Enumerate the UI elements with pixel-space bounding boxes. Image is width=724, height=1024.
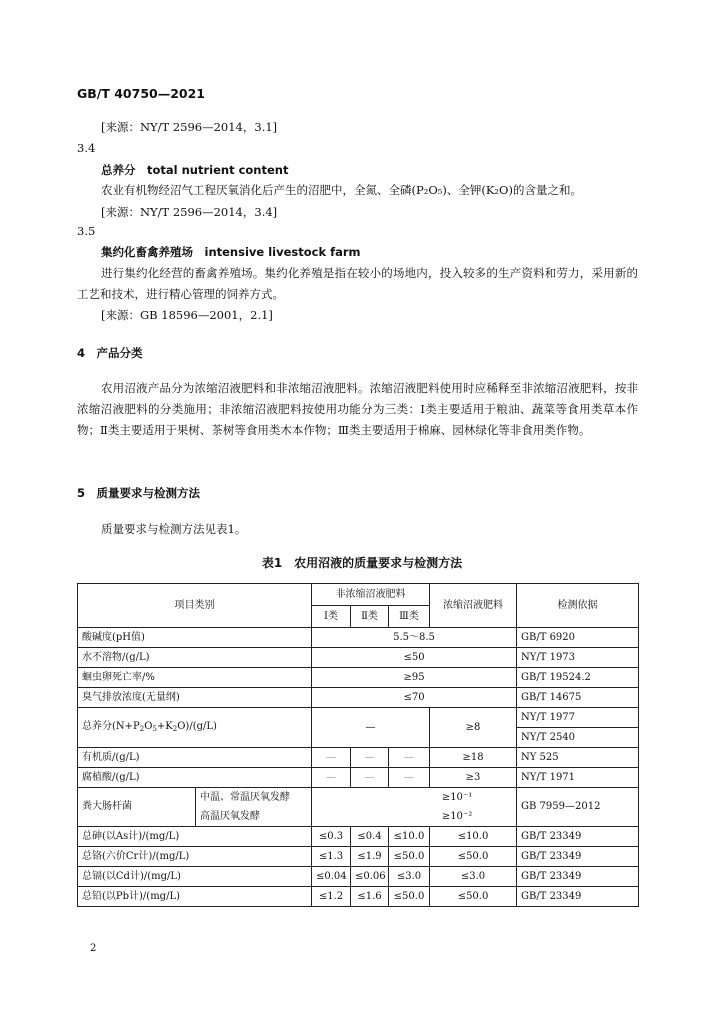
table-row [78,748,639,768]
table-row [78,788,639,808]
cell-value: ≥10⁻² [312,807,517,827]
source-note: [来源：NY/T 2596—2014，3.1] [101,120,278,134]
row-label: 水不溶物/(g/L) [78,648,312,668]
cell-value: — [351,768,389,788]
section-heading: 5 质量要求与检测方法 [77,486,201,500]
cell-value: ≥10⁻¹ [312,788,517,808]
cell-value: — [312,748,351,768]
table-row [78,867,639,887]
row-label: 酸碱度(pH值) [78,628,312,648]
header-class-2: Ⅱ类 [351,606,389,628]
term-title: 总养分 total nutrient content [101,163,289,177]
row-label: 总砷(以As计)/(mg/L) [78,827,312,847]
term-definition: 进行集约化经营的畜禽养殖场。集约化养殖是指在较小的场地内，投入较多的生产资料和劳力，采用新的工艺和技术，进行精心管理的饲养方式。 [77,266,638,301]
cell-value: — [389,748,430,768]
source-note: [来源：NY/T 2596—2014，3.4] [101,205,278,219]
cell-value: ≥3 [430,768,517,788]
row-label: 总养分$(N+P_2O_5+K_2O)/(g/L)$ [78,708,312,748]
row-sublabel: 高温厌氧发酵 [196,807,312,827]
cell-value: ≤3.0 [389,867,430,887]
quality-table [77,583,639,907]
table-row [78,827,639,847]
table-header-row [78,584,639,606]
cell-value: ≤0.06 [351,867,389,887]
cell-value: — [312,708,430,748]
table-row [78,768,639,788]
cell-value: ≤50.0 [430,887,517,907]
table-caption: 表1 农用沼液的质量要求与检测方法 [261,556,463,570]
cell-value: ≤1.2 [312,887,351,907]
cell-value: ≤1.3 [312,847,351,867]
cell-value: ≤1.6 [351,887,389,907]
cell-value: ≤0.04 [312,867,351,887]
header-basis: 检测依据 [517,584,639,628]
header-concentrated: 浓缩沼液肥料 [430,584,517,628]
row-label: 腐植酸/(g/L) [78,768,312,788]
cell-value: ≥95 [312,668,517,688]
cell-basis: NY 525 [517,748,639,768]
cell-value: ≥18 [430,748,517,768]
term-definition: 农业有机物经沼气工程厌氧消化后产生的沼肥中，全氮、全磷(P₂O₅)、全钾(K₂O)的含量之和。 [101,183,582,197]
cell-basis: GB/T 23349 [517,887,639,907]
header-class-1: Ⅰ类 [312,606,351,628]
cell-value: ≤1.9 [351,847,389,867]
row-label: 总铅(以Pb计)/(mg/L) [78,887,312,907]
cell-value: ≤50.0 [389,847,430,867]
table-row [78,648,639,668]
cell-basis: GB/T 14675 [517,688,639,708]
cell-basis: GB/T 23349 [517,867,639,887]
source-note: [来源：GB 18596—2001，2.1] [101,308,273,322]
cell-value: — [389,768,430,788]
cell-basis: NY/T 1971 [517,768,639,788]
cell-basis: NY/T 2540 [517,728,639,748]
document-id: GB/T 40750—2021 [77,86,206,101]
cell-basis: GB/T 6920 [517,628,639,648]
cell-value: — [312,768,351,788]
table-row [78,668,639,688]
header-class-3: Ⅲ类 [389,606,430,628]
cell-value: ≤10.0 [389,827,430,847]
table-row [78,887,639,907]
cell-value: ≤50.0 [430,847,517,867]
row-label: 臭气排放浓度(无量纲) [78,688,312,708]
section-body: 农用沼液产品分为浓缩沼液肥料和非浓缩沼液肥料。浓缩沼液肥料使用时应稀释至非浓缩沼液肥料，按非浓缩沼液肥料的分类施用；非浓缩沼液肥料按使用功能分为三类：Ⅰ类主要适用于粮油、蔬菜等食用类草本作物；Ⅱ类主要适用于果树、茶树等食用类木本作物；Ⅲ类主要适用于棉麻、园林绿化等非食用类作物。 [77,381,638,437]
cell-value: ≤50 [312,648,517,668]
term-title: 集约化畜禽养殖场 intensive livestock farm [101,245,361,259]
cell-value: ≤50.0 [389,887,430,907]
table-row [78,688,639,708]
row-sublabel: 中温、常温厌氧发酵 [196,788,312,808]
cell-value: ≤70 [312,688,517,708]
cell-value: — [351,748,389,768]
cell-basis: GB/T 19524.2 [517,668,639,688]
cell-basis: NY/T 1973 [517,648,639,668]
table-row [78,708,639,728]
table-row [78,628,639,648]
cell-basis: GB 7959—2012 [517,788,639,827]
section-heading: 4 产品分类 [77,346,143,360]
cell-value: ≥8 [430,708,517,748]
section-number: 3.5 [77,224,96,238]
header-item: 项目类别 [78,584,312,628]
table-row [78,847,639,867]
cell-value: ≤10.0 [430,827,517,847]
row-label: 总铬(六价Cr计)/(mg/L) [78,847,312,867]
cell-basis: NY/T 1977 [517,708,639,728]
cell-value: ≤0.3 [312,827,351,847]
row-label: 有机质/(g/L) [78,748,312,768]
section-body: 质量要求与检测方法见表1。 [101,522,247,536]
cell-value: 5.5～8.5 [312,628,517,648]
row-label: 粪大肠杆菌 [78,788,196,827]
cell-basis: GB/T 23349 [517,847,639,867]
header-non-concentrated: 非浓缩沼液肥料 [312,584,430,606]
section-number: 3.4 [77,141,96,155]
row-label: 总镉(以Cd计)/(mg/L) [78,867,312,887]
cell-value: ≤3.0 [430,867,517,887]
cell-value: ≤0.4 [351,827,389,847]
cell-basis: GB/T 23349 [517,827,639,847]
page-number: 2 [90,943,97,954]
row-label: 蛔虫卵死亡率/% [78,668,312,688]
